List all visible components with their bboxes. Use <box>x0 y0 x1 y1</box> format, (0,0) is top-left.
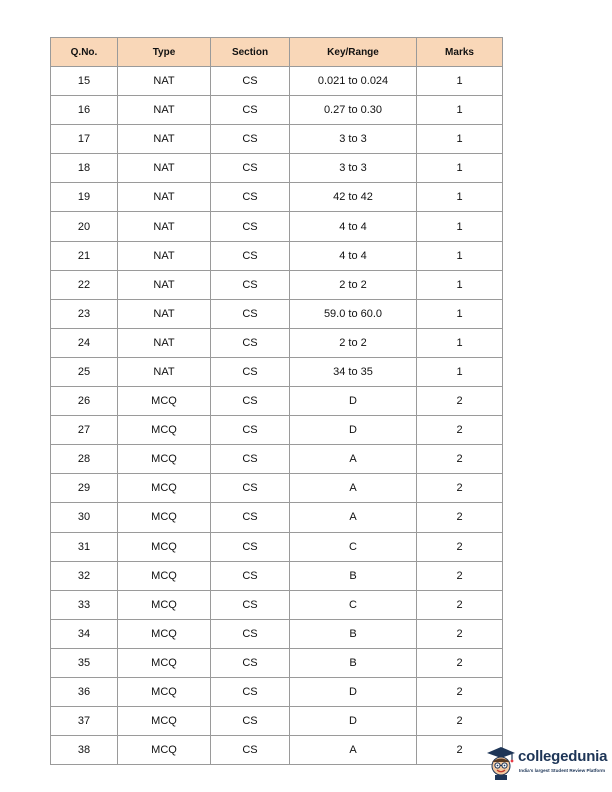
cell-section: CS <box>211 125 290 154</box>
cell-qno: 23 <box>51 299 118 328</box>
header-section: Section <box>211 38 290 67</box>
cell-qno: 27 <box>51 416 118 445</box>
cell-key-range: A <box>290 736 417 765</box>
cell-key-range: 0.021 to 0.024 <box>290 67 417 96</box>
collegedunia-brand <box>484 742 612 784</box>
cell-key-range: D <box>290 707 417 736</box>
table-row <box>51 125 503 154</box>
cell-marks: 2 <box>417 445 503 474</box>
cell-qno: 31 <box>51 532 118 561</box>
cell-key-range: 42 to 42 <box>290 183 417 212</box>
cell-section: CS <box>211 387 290 416</box>
cell-type: MCQ <box>118 532 211 561</box>
cell-section: CS <box>211 619 290 648</box>
cell-key-range: D <box>290 416 417 445</box>
cell-qno: 25 <box>51 357 118 386</box>
cell-marks: 1 <box>417 270 503 299</box>
cell-marks: 2 <box>417 532 503 561</box>
cell-marks: 1 <box>417 125 503 154</box>
cell-key-range: D <box>290 387 417 416</box>
cell-section: CS <box>211 561 290 590</box>
cell-section: CS <box>211 736 290 765</box>
table-row <box>51 387 503 416</box>
cell-marks: 1 <box>417 357 503 386</box>
answer-key-table <box>50 37 503 765</box>
cell-marks: 2 <box>417 387 503 416</box>
cell-key-range: 0.27 to 0.30 <box>290 96 417 125</box>
cell-type: MCQ <box>118 503 211 532</box>
table-row <box>51 328 503 357</box>
cell-type: NAT <box>118 96 211 125</box>
cell-qno: 15 <box>51 67 118 96</box>
cell-qno: 17 <box>51 125 118 154</box>
cell-key-range: 3 to 3 <box>290 125 417 154</box>
table-row <box>51 474 503 503</box>
cell-marks: 2 <box>417 590 503 619</box>
cell-type: MCQ <box>118 619 211 648</box>
cell-qno: 28 <box>51 445 118 474</box>
cell-type: NAT <box>118 299 211 328</box>
table-row <box>51 67 503 96</box>
cell-qno: 33 <box>51 590 118 619</box>
cell-type: MCQ <box>118 648 211 677</box>
cell-section: CS <box>211 241 290 270</box>
cell-type: NAT <box>118 328 211 357</box>
cell-type: NAT <box>118 212 211 241</box>
cell-qno: 24 <box>51 328 118 357</box>
cell-marks: 2 <box>417 561 503 590</box>
header-qno: Q.No. <box>51 38 118 67</box>
cell-key-range: 34 to 35 <box>290 357 417 386</box>
cell-type: MCQ <box>118 474 211 503</box>
cell-type: MCQ <box>118 561 211 590</box>
table-row <box>51 590 503 619</box>
cell-qno: 37 <box>51 707 118 736</box>
cell-type: MCQ <box>118 590 211 619</box>
cell-key-range: B <box>290 648 417 677</box>
cell-section: CS <box>211 270 290 299</box>
table-row <box>51 241 503 270</box>
cell-marks: 1 <box>417 328 503 357</box>
cell-section: CS <box>211 67 290 96</box>
table-row <box>51 648 503 677</box>
cell-qno: 18 <box>51 154 118 183</box>
cell-qno: 34 <box>51 619 118 648</box>
cell-type: NAT <box>118 183 211 212</box>
cell-section: CS <box>211 154 290 183</box>
cell-key-range: A <box>290 503 417 532</box>
cell-key-range: 2 to 2 <box>290 270 417 299</box>
cell-type: MCQ <box>118 387 211 416</box>
cell-type: NAT <box>118 67 211 96</box>
cell-type: NAT <box>118 125 211 154</box>
table-row <box>51 532 503 561</box>
cell-qno: 38 <box>51 736 118 765</box>
table-row <box>51 299 503 328</box>
cell-section: CS <box>211 503 290 532</box>
cell-key-range: 4 to 4 <box>290 212 417 241</box>
cell-marks: 1 <box>417 241 503 270</box>
cell-type: NAT <box>118 270 211 299</box>
cell-marks: 1 <box>417 183 503 212</box>
cell-marks: 2 <box>417 736 503 765</box>
cell-marks: 1 <box>417 154 503 183</box>
cell-qno: 16 <box>51 96 118 125</box>
cell-type: MCQ <box>118 707 211 736</box>
cell-qno: 32 <box>51 561 118 590</box>
cell-marks: 2 <box>417 707 503 736</box>
cell-key-range: D <box>290 677 417 706</box>
table-row <box>51 445 503 474</box>
header-marks: Marks <box>417 38 503 67</box>
brand-tagline: India's largest Student Review Platform <box>519 768 606 773</box>
table-row <box>51 503 503 532</box>
cell-type: NAT <box>118 357 211 386</box>
table-row <box>51 183 503 212</box>
cell-qno: 22 <box>51 270 118 299</box>
cell-type: NAT <box>118 241 211 270</box>
cell-marks: 2 <box>417 677 503 706</box>
cell-key-range: B <box>290 619 417 648</box>
cell-type: MCQ <box>118 736 211 765</box>
brand-name: collegedunia <box>518 748 608 765</box>
cell-key-range: 2 to 2 <box>290 328 417 357</box>
table-row <box>51 707 503 736</box>
cell-key-range: A <box>290 474 417 503</box>
cell-type: MCQ <box>118 445 211 474</box>
cell-qno: 29 <box>51 474 118 503</box>
cell-section: CS <box>211 648 290 677</box>
cell-marks: 1 <box>417 212 503 241</box>
cell-qno: 30 <box>51 503 118 532</box>
cell-section: CS <box>211 96 290 125</box>
cell-section: CS <box>211 212 290 241</box>
cell-marks: 2 <box>417 503 503 532</box>
cell-section: CS <box>211 590 290 619</box>
cell-type: NAT <box>118 154 211 183</box>
cell-key-range: 59.0 to 60.0 <box>290 299 417 328</box>
table-row <box>51 212 503 241</box>
cell-key-range: C <box>290 532 417 561</box>
table-row <box>51 270 503 299</box>
cell-marks: 1 <box>417 96 503 125</box>
cell-marks: 1 <box>417 67 503 96</box>
table-row <box>51 96 503 125</box>
cell-marks: 2 <box>417 416 503 445</box>
table-row <box>51 154 503 183</box>
header-type: Type <box>118 38 211 67</box>
cell-marks: 2 <box>417 619 503 648</box>
cell-key-range: 3 to 3 <box>290 154 417 183</box>
cell-type: MCQ <box>118 677 211 706</box>
table-row <box>51 677 503 706</box>
cell-qno: 36 <box>51 677 118 706</box>
cell-section: CS <box>211 183 290 212</box>
header-key-range: Key/Range <box>290 38 417 67</box>
cell-key-range: A <box>290 445 417 474</box>
cell-section: CS <box>211 707 290 736</box>
cell-section: CS <box>211 532 290 561</box>
table-row <box>51 619 503 648</box>
cell-section: CS <box>211 445 290 474</box>
cell-section: CS <box>211 474 290 503</box>
cell-qno: 35 <box>51 648 118 677</box>
table-header-row <box>51 38 503 67</box>
cell-key-range: B <box>290 561 417 590</box>
cell-section: CS <box>211 677 290 706</box>
cell-marks: 1 <box>417 299 503 328</box>
cell-qno: 26 <box>51 387 118 416</box>
cell-marks: 2 <box>417 474 503 503</box>
table-row <box>51 736 503 765</box>
cell-key-range: 4 to 4 <box>290 241 417 270</box>
cell-qno: 21 <box>51 241 118 270</box>
student-mascot-icon <box>486 746 516 780</box>
table-row <box>51 357 503 386</box>
table-row <box>51 561 503 590</box>
table-row <box>51 416 503 445</box>
cell-section: CS <box>211 328 290 357</box>
cell-section: CS <box>211 299 290 328</box>
cell-marks: 2 <box>417 648 503 677</box>
cell-qno: 19 <box>51 183 118 212</box>
cell-section: CS <box>211 357 290 386</box>
cell-key-range: C <box>290 590 417 619</box>
cell-section: CS <box>211 416 290 445</box>
cell-qno: 20 <box>51 212 118 241</box>
cell-type: MCQ <box>118 416 211 445</box>
